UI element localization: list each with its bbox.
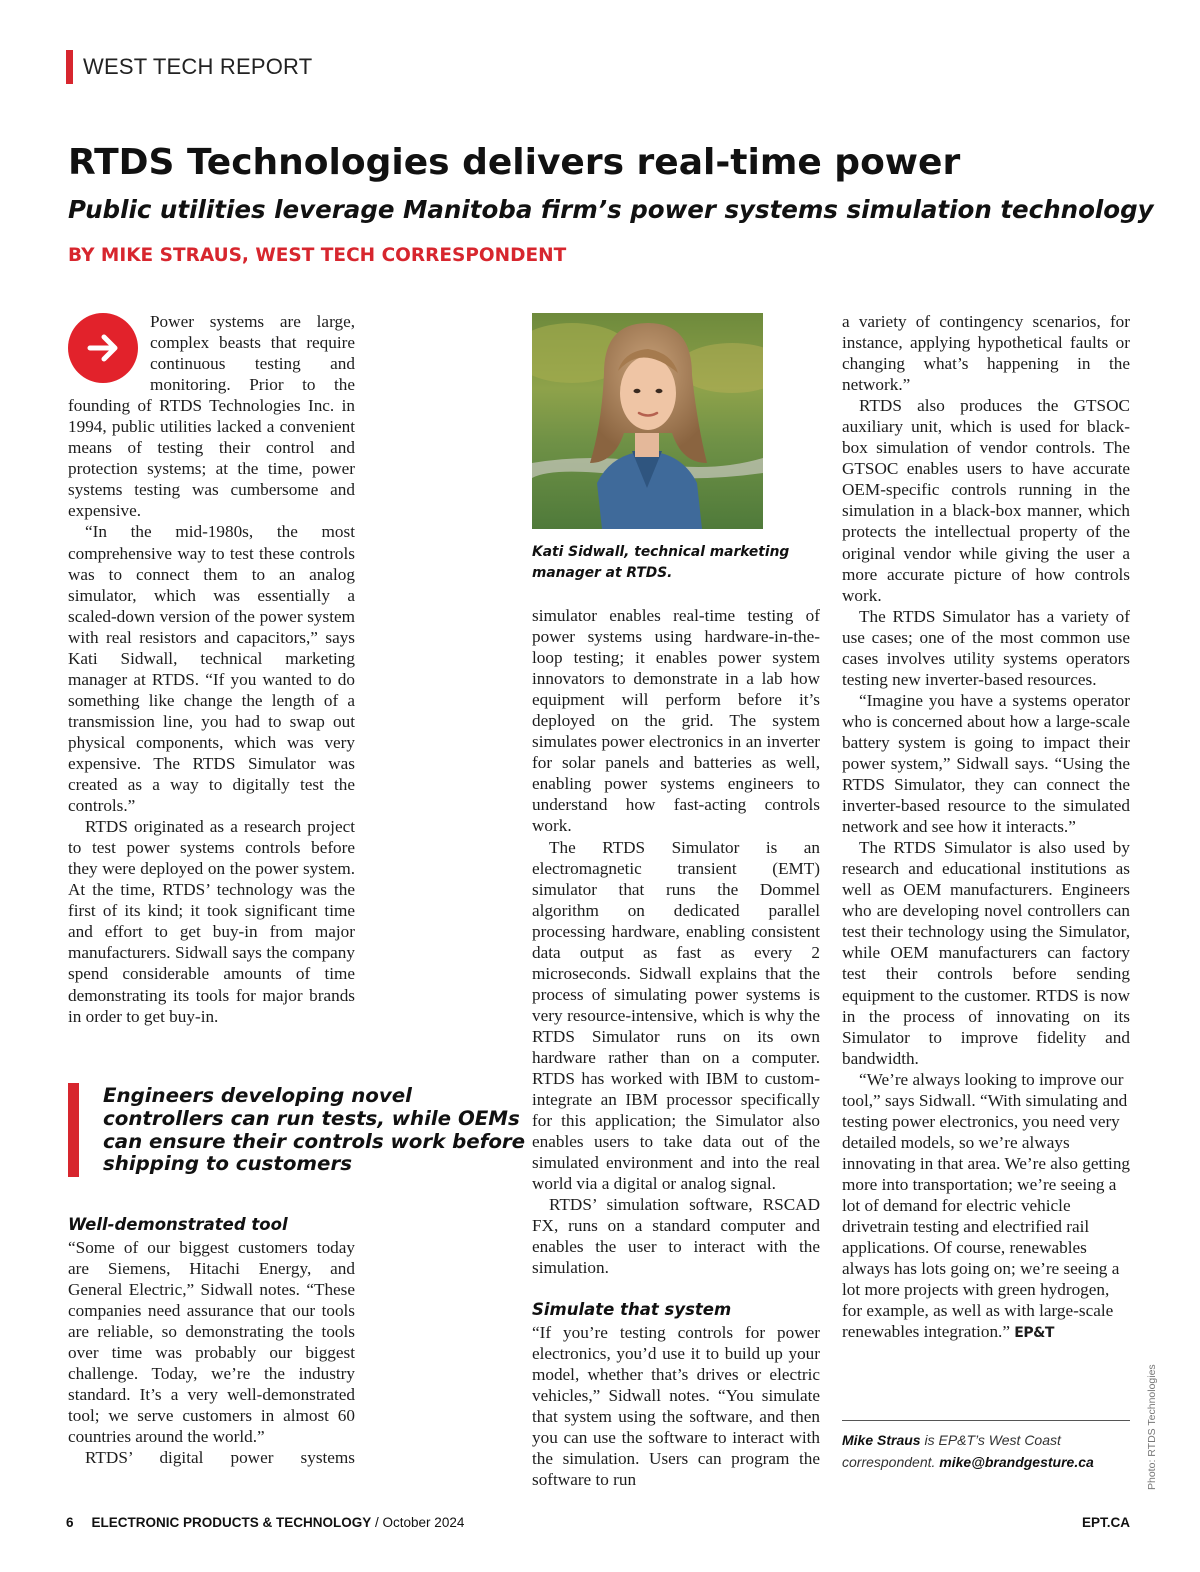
author-bio — [842, 1429, 1132, 1473]
body-paragraph: “If you’re testing controls for power electronics, you’d use it to build up your model, whether that’s drives or electric vehicles,” Sidwall notes. “You simulate that system using the software, and then you can use the software to interact with the simulation. Users can program the software to run — [532, 1323, 820, 1490]
body-paragraph: “Some of our biggest customers today are Siemens, Hitachi Energy, and General Electric,” Sidwall notes. “These companies need assurance that our tools are reliable, so demonstrating the tools over time was probably our biggest challenge. Today, we’re the industry standard. It’s a very well-demonstrated tool; we serve customers in almost 60 countries around the world.” — [68, 1238, 355, 1447]
arrow-right-icon — [68, 313, 138, 383]
author-name: Mike Straus — [842, 1432, 921, 1448]
body-paragraph-text: “We’re always looking to improve our tool,” says Sidwall. “With simulating and testing power electronics, you need very detailed models, so we’re always innovating in that area. We’re also getting more into transportation; we’re seeing a lot of demand for electric vehicle drivetrain testing and electrified rail applications. Of course, renewables always has lots going on; we’re seeing a lot more projects with green hydrogen, for example, as well as with large-scale renewables integration.” — [842, 1069, 1131, 1342]
body-paragraph: “In the mid-1980s, the most comprehensive way to test these controls was to connect them to an analog simulator, which was essentially a scaled-down version of the power system with real resistors and capacitors,” says Kati Sidwall, technical marketing manager at RTDS. “If you wanted to do something like change the length of a transmission line, you had to swap out physical components, which was very expensive. The RTDS Simulator was created as a way to digitally test the controls.” — [68, 522, 355, 816]
article-column-2-lower — [532, 1322, 820, 1490]
site-url[interactable]: EPT.CA — [1081, 1515, 1130, 1530]
article-column-2 — [532, 605, 820, 1279]
pull-quote-text: Engineers developing novel controllers can run tests, while OEMs can ensure their controls work before shipping to customers — [103, 1084, 526, 1176]
body-paragraph-last — [842, 1069, 1130, 1345]
magazine-name: ELECTRONIC PRODUCTS & TECHNOLOGY — [91, 1515, 372, 1530]
portrait-photo — [532, 313, 763, 529]
body-paragraph: “Imagine you have a systems operator who is concerned about how a large-scale battery system is going to impact their power system,” Sidwall says. “Using the RTDS Simulator, they can connect the inverter-based resource to the simulated network and see how it interacts.” — [842, 690, 1130, 837]
body-paragraph: The RTDS Simulator is an electromagnetic transient (EMT) simulator that runs the Dommel algorithm on dedicated parallel processing hardware, enabling consistent data output as fast as every 2 microseconds. Sidwall explains that the process of simulating power systems is very resource-intensive, which is why the RTDS Simulator runs on its own hardware rather than on a computer. RTDS has worked with IBM to custom-integrate an IBM processor specifically for this application; the Simulator also enables users to take data out of the simulated environment and into the real world via a digital or analog signal. — [532, 837, 820, 1194]
body-paragraph: Power systems are large, complex beasts that require continuous testing and monitoring. Prior to the founding of RTDS Technologies Inc. in 1994, public utilities lacked a convenient means of testing their control and protection systems; at the time, power systems testing was cumbersome and expensive. — [68, 312, 355, 521]
article-column-3 — [842, 311, 1130, 1344]
body-paragraph: RTDS originated as a research project to test power systems controls before they were deployed on the power system. At the time, RTDS’ technology was the first of its kind; it took significant time and effort to get buy-in from major manufacturers. Sidwall says the company spend considerable amounts of time demonstrating its tools for major brands in order to get buy-in. — [68, 817, 355, 1026]
article-column-1 — [68, 311, 355, 1027]
page-footer — [66, 1514, 464, 1532]
body-paragraph: The RTDS Simulator has a variety of use cases; one of the most common use cases involves utility systems operators testing new inverter-based resources. — [842, 606, 1130, 689]
article-byline: BY MIKE STRAUS, WEST TECH CORRESPONDENT — [68, 245, 567, 266]
author-bio-text: is EP&T’s West Coast correspondent. — [842, 1432, 1061, 1470]
photo-caption: Kati Sidwall, technical marketing manager at RTDS. — [532, 544, 790, 581]
body-paragraph: simulator enables real-time testing of power systems using hardware-in-the-loop testing; it enables power system innovators to demonstrate in a lab how equipment will perform before it’s deployed on the grid. The system simulates power electronics in an inverter for solar panels and batteries as well, enabling power systems engineers to understand how fast-acting controls work. — [532, 606, 820, 836]
section-tag — [66, 50, 312, 84]
article-headline: RTDS Technologies delivers real-time power — [68, 142, 961, 183]
body-paragraph: RTDS’ digital power systems — [85, 1448, 355, 1468]
body-paragraph: RTDS also produces the GTSOC auxiliary unit, which is used for black-box simulation of vendor controls. The GTSOC enables users to have accurate OEM-specific controls running in the simulation in a black-box manner, which protects the intellectual property of the original vendor while giving the user a more accurate picture of how controls work. — [842, 396, 1130, 605]
body-paragraph: a variety of contingency scenarios, for instance, applying hypothetical faults or changing what’s happening in the network.” — [842, 312, 1130, 395]
section-heading-simulate: Simulate that system — [532, 1300, 732, 1319]
section-heading-well-demonstrated: Well-demonstrated tool — [68, 1215, 288, 1234]
issue-date: / October 2024 — [371, 1515, 465, 1530]
section-accent-bar — [66, 50, 73, 84]
body-paragraph: The RTDS Simulator is also used by research and educational institutions as well as OEM manufacturers. Engineers who are developing novel controllers can test their technology using the Simulator, while OEM manufacturers can factory test their controls before sending equipment to the customer. RTDS is now in the process of innovating on its Simulator to improve fidelity and bandwidth. — [842, 838, 1130, 1068]
pull-quote-bar — [68, 1083, 79, 1177]
author-email-link[interactable]: mike@brandgesture.ca — [939, 1454, 1094, 1470]
bio-divider — [842, 1420, 1130, 1421]
ept-end-mark: EP&T — [1014, 1325, 1054, 1342]
article-column-1-lower — [68, 1237, 355, 1469]
article-subheadline: Public utilities leverage Manitoba firm’s power systems simulation technology — [68, 195, 1154, 224]
section-label: WEST TECH REPORT — [83, 54, 313, 79]
photo-credit: Photo: RTDS Technologies — [1146, 1364, 1158, 1490]
page-number: 6 — [66, 1515, 74, 1530]
body-paragraph: RTDS’ simulation software, RSCAD FX, runs on a standard computer and enables the user to interact with the simulation. — [532, 1195, 820, 1278]
